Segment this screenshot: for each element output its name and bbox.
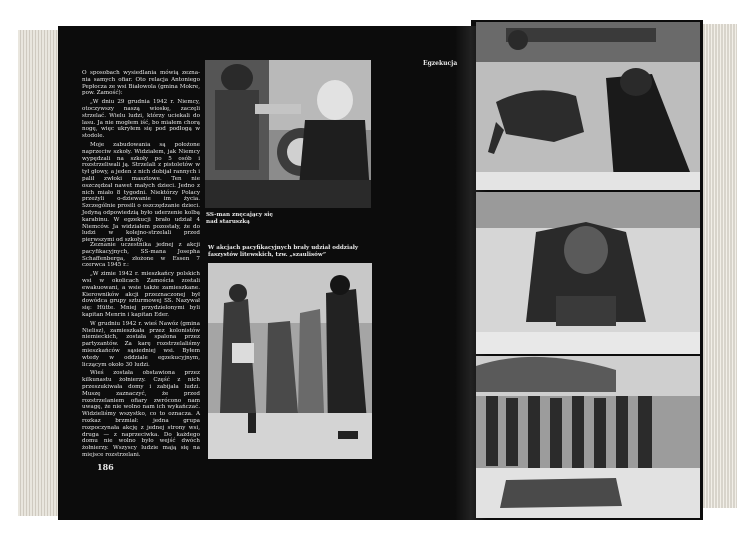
paragraph: O sposobach wysiedlania mówią zezna-nia samych ofiar. Oto relacja Antoniego Pepłocza ze wsi Białowola (gmina Mokre, pow. Zamość): [82, 70, 200, 97]
section-header: Egzekucja [423, 60, 458, 67]
photo-dog-attacking-man [476, 22, 700, 190]
caption-top-photo: SS-man znęcający się nad staruszką [206, 212, 273, 225]
paragraph: „W zimie 1942 r. mieszkańcy polskich wsi w okolicach Zamościa zostali ewakuowani, a wsie także zamieszkane. Kierowników akcji przeznaczonej był dowódca grupy szturmowej SS. Nazywał się: Hütte. Mniej przydzielonymi byli kapitan Menrin i kapitan Eder. [82, 271, 200, 318]
paragraph: Wieś została obstawiona przez kilkunastu żołnierzy. Część z nich przeszukiwała domy i zabijała ludzi. Muszę zaznaczyć, że przed rozstrzelaniem ofiary zwrócono nam uwagę, że nie wolno nam ich wykańczać. Widzieliśmy wszystko, co to oznacza. A rozkaz brzmiał: jedna grupa rozpoczynała akcję z jednej strony wsi, druga — z naprzeciwka. Do każdego domu nie wolno było wejść dwóch żołnierzy. Wszyscy ludzie mają się na miejsce rozstrzelani. [82, 370, 200, 458]
page-edges-right [697, 24, 737, 508]
paragraph: Zeznanie uczestnika jednej z akcji pacyfikacyjnych, SS-mana Josepha Schaffenberga, złożone w Essen 7 czerwca 1945 r.: [82, 242, 200, 269]
paragraph: „W dniu 29 grudnia 1942 r. Niemcy, otoczywszy naszą wioskę, zaczęli strzelać. Wielu ludzi, którzy uciekali do lasu. Ja nie mogłem iść, bo miałem chorą nogę, więc ukryłem się pod podłogą w stodole. [82, 99, 200, 140]
paragraph: Moje zabudowania są położone naprzeciw szkoły. Widziałem, jak Niemcy wypędzali na szkoły po 5 osób i rozstrzeliwali ją. Strzelali z pistoletów w tył głowy, a jeden z nich dobijał rannych i palił zwłoki masztowe. Ten nie oszczędzał nawet małych dzieci. Jedno z nich miało 8 tygodni. Niektórzy Polacy przeżyli o-dziewanie im życia. Szczególnie prosili o oszczędzanie dzieci. Jedyną odpowiedzią było uderzenie kolbą karabinu. W egzekucji brało udział 4 Niemców. Ja widziałem pozostały, że do ludzi w kolejno-strzelali przed pierwszymi od szkoły. [82, 141, 200, 244]
caption-middle-photo: W akcjach pacyfikacyjnych brały udział oddziały faszystów litewskich, tzw. „szaulisów” [208, 245, 359, 258]
paragraph: W grudniu 1942 r. wieś Nawóz (gmina Nielisz), zamieszkała przez kolonistów niemieckich, została spalona przez partyzantów. Za karę rozstrzelaliśmy mieszkańców sąsiedniej wsi. Byłem wtedy w oddziale egzekucyjnym, liczącym około 30 ludzi. [82, 320, 200, 368]
photo-firing-squad [476, 356, 700, 518]
page-number: 186 [97, 462, 114, 472]
text-column-upper [82, 70, 200, 246]
text-column-lower [82, 242, 200, 461]
photo-ss-man-and-old-woman [205, 60, 371, 208]
photo-soldiers-and-civilians [208, 263, 372, 459]
photo-kneeling-man [476, 192, 700, 354]
page-edges-left [18, 30, 62, 516]
